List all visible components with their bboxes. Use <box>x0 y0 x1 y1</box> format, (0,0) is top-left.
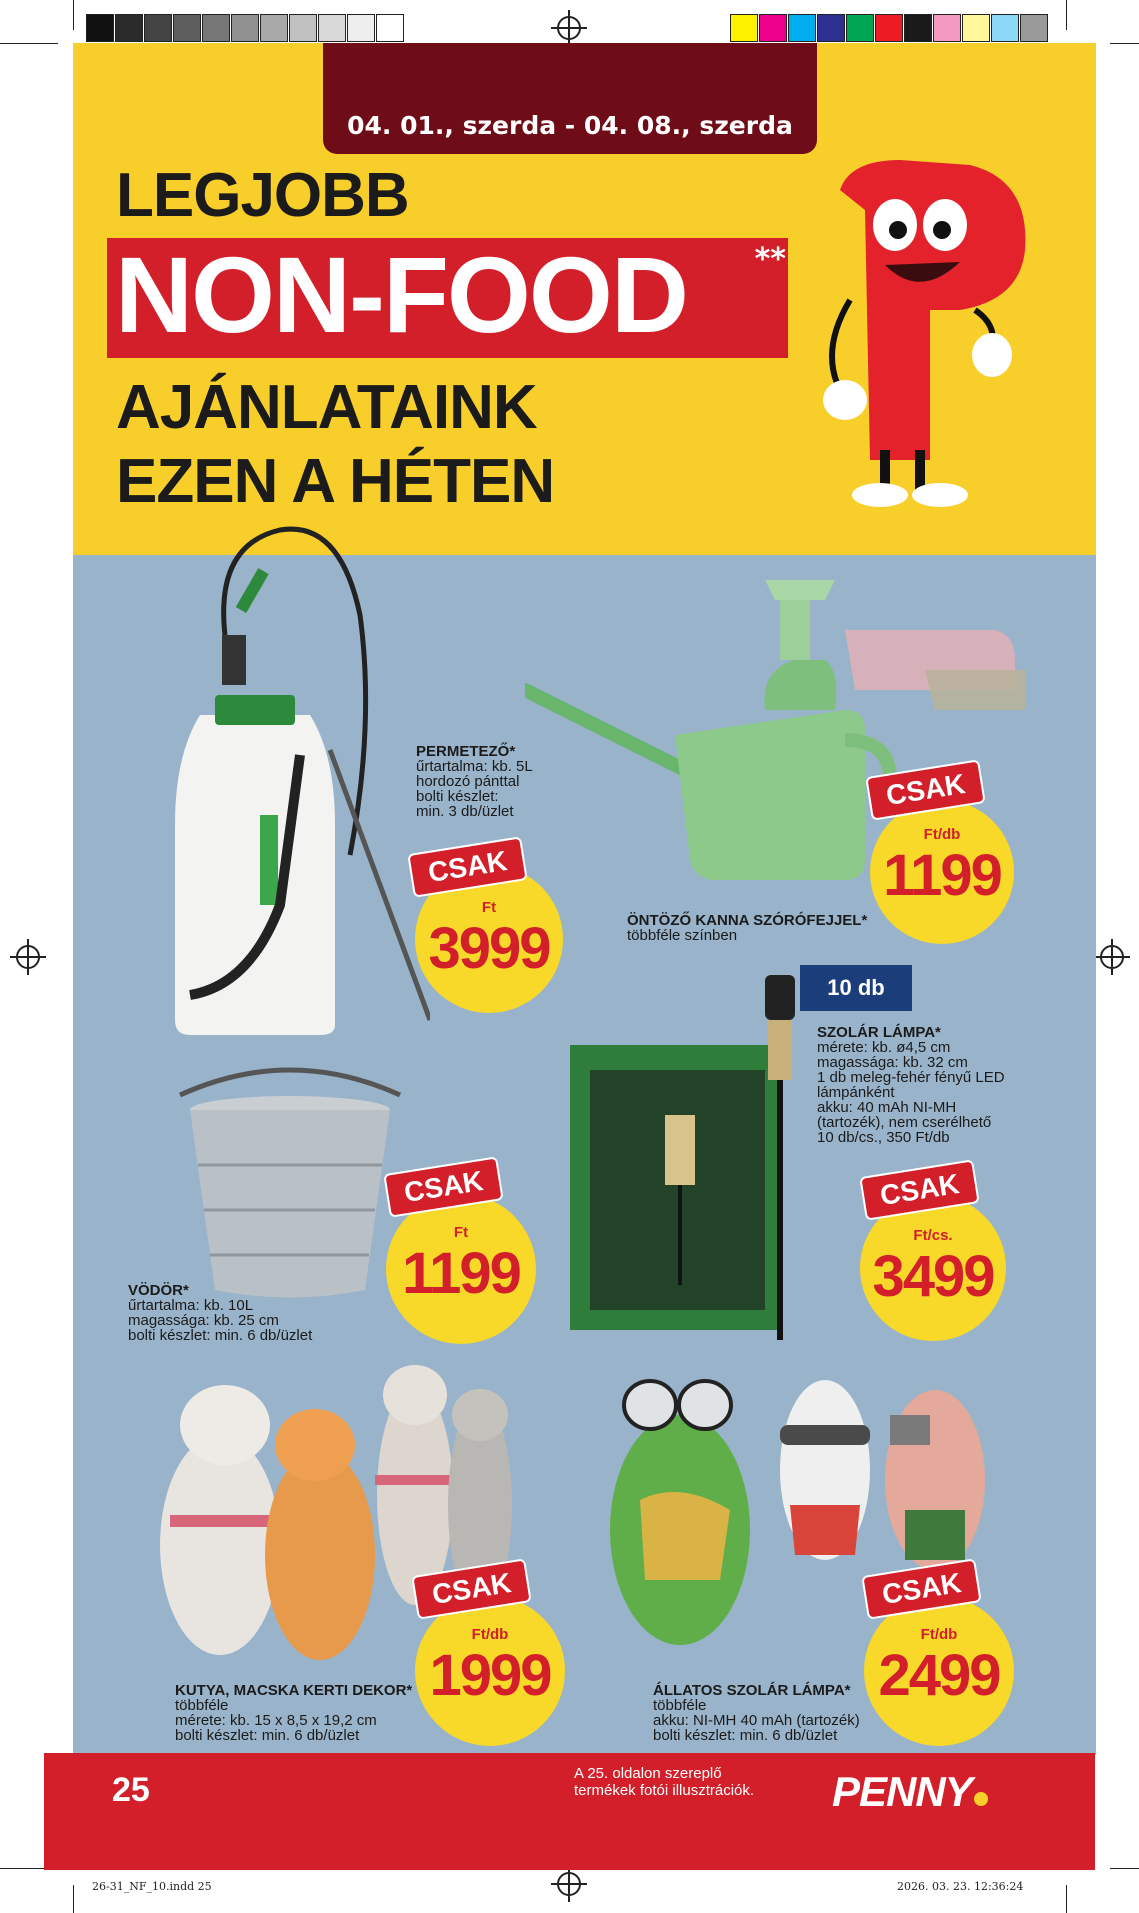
solar-lamp-line: (tartozék), nem cserélhető <box>817 1114 992 1131</box>
headline-ezen-a-heten: EZEN A HÉTEN <box>116 447 555 516</box>
garden-decor-line: mérete: kb. 15 x 8,5 x 19,2 cm <box>175 1712 377 1729</box>
solar-lamp-pack-image <box>570 965 810 1345</box>
footer-disclaimer: A 25. oldalon szereplő termékek fotói illusztrációk. <box>574 1765 755 1799</box>
registration-mark-icon <box>557 16 581 40</box>
bucket-description <box>128 1283 312 1343</box>
bucket-line: űrtartalma: kb. 10L <box>128 1297 254 1314</box>
trim-mark <box>73 0 74 30</box>
animal-solar-lamp-line: többféle <box>653 1697 707 1714</box>
date-range: 04. 01., szerda - 04. 08., szerda <box>347 111 793 140</box>
headline-legjobb: LEGJOBB <box>116 161 409 230</box>
metal-bucket-image <box>170 1065 410 1305</box>
trim-mark <box>1066 1885 1067 1913</box>
watering-can-price-badge <box>870 800 1014 944</box>
date-range-tab <box>323 43 817 154</box>
garden-decor-title: KUTYA, MACSKA KERTI DEKOR* <box>175 1682 413 1699</box>
penny-logo <box>832 1768 988 1816</box>
trim-mark <box>1110 43 1139 44</box>
registration-mark-icon <box>1100 945 1124 969</box>
price-value: 1199 <box>402 1241 520 1306</box>
pressure-sprayer-image <box>160 525 430 1045</box>
garden-decor-line: többféle <box>175 1697 229 1714</box>
registration-mark-icon <box>16 945 40 969</box>
page-number: 25 <box>112 1771 150 1809</box>
csak-badge: CSAK <box>407 836 528 898</box>
bucket-title: VÖDÖR* <box>128 1282 189 1299</box>
price-value: 1199 <box>883 843 1001 908</box>
price-unit: Ft/cs. <box>913 1227 953 1244</box>
print-slug-file: 26-31_NF_10.indd 25 <box>92 1880 212 1893</box>
print-slug-date: 2026. 03. 23. 12:36:24 <box>897 1880 1024 1893</box>
bucket-line: bolti készlet: min. 6 db/üzlet <box>128 1327 313 1344</box>
trim-mark <box>0 43 58 44</box>
trim-mark <box>73 1885 74 1913</box>
price-unit: Ft/db <box>920 1626 958 1643</box>
price-unit: Ft <box>481 899 497 916</box>
headline-ajanlataink: AJÁNLATAINK <box>116 373 537 442</box>
animal-solar-lamp-description <box>653 1683 860 1743</box>
logo-dot-icon <box>974 1792 988 1806</box>
price-unit: Ft/db <box>923 826 961 843</box>
solar-lamp-line: 1 db meleg-fehér fényű LED <box>817 1069 1005 1086</box>
csak-badge: CSAK <box>383 1156 504 1218</box>
sprayer-title: PERMETEZŐ* <box>416 743 516 760</box>
animal-solar-lamp-title: ÁLLATOS SZOLÁR LÁMPA* <box>653 1682 851 1699</box>
sprayer-line: űrtartalma: kb. 5L <box>416 758 533 775</box>
bucket-line: magassága: kb. 25 cm <box>128 1312 279 1329</box>
pack-count-badge: 10 db <box>800 965 912 1011</box>
solar-lamp-description <box>817 1025 1005 1145</box>
trim-mark <box>1066 0 1067 30</box>
csak-badge: CSAK <box>859 1159 980 1221</box>
non-food-box <box>107 234 788 358</box>
watering-can-title: ÖNTÖZŐ KANNA SZÓRÓFEJJEL* <box>627 912 868 929</box>
headline-non-food: NON-FOOD <box>115 234 687 355</box>
solar-lamp-line: lámpánként <box>817 1084 895 1101</box>
headline-asterisks: ** <box>754 242 786 277</box>
sprayer-description <box>416 744 533 819</box>
solar-lamp-line: magassága: kb. 32 cm <box>817 1054 968 1071</box>
penny-logo-text: PENNY <box>832 1768 972 1815</box>
animal-solar-lamp-line: bolti készlet: min. 6 db/üzlet <box>653 1727 838 1744</box>
penny-mascot-illustration <box>780 150 1040 510</box>
watering-can-line: többféle színben <box>627 927 738 944</box>
garden-decor-price-badge <box>415 1596 565 1746</box>
animal-solar-lamp-price-badge <box>864 1596 1014 1746</box>
bucket-price-badge <box>386 1194 536 1344</box>
price-value: 1999 <box>429 1643 551 1708</box>
price-unit: Ft/db <box>471 1626 509 1643</box>
sprayer-line: min. 3 db/üzlet <box>416 803 514 820</box>
animal-solar-lamp-line: akku: NI-MH 40 mAh (tartozék) <box>653 1712 860 1729</box>
solar-lamp-line: 10 db/cs., 350 Ft/db <box>817 1129 950 1146</box>
watering-can-description <box>627 913 867 943</box>
price-value: 3999 <box>428 916 550 981</box>
csak-badge: CSAK <box>861 1558 982 1620</box>
price-value: 3499 <box>872 1244 994 1309</box>
solar-lamp-line: mérete: kb. ø4,5 cm <box>817 1039 951 1056</box>
solar-lamp-line: akku: 40 mAh NI-MH <box>817 1099 957 1116</box>
csak-badge: CSAK <box>865 759 986 821</box>
trim-mark <box>1110 1868 1139 1869</box>
price-value: 2499 <box>878 1643 1000 1708</box>
price-unit: Ft <box>453 1224 469 1241</box>
garden-decor-line: bolti készlet: min. 6 db/üzlet <box>175 1727 360 1744</box>
csak-badge: CSAK <box>411 1558 532 1620</box>
sprayer-line: bolti készlet: <box>416 788 499 805</box>
garden-decor-description <box>175 1683 412 1743</box>
sprayer-line: hordozó pánttal <box>416 773 520 790</box>
registration-mark-icon <box>557 1872 581 1896</box>
solar-lamp-title: SZOLÁR LÁMPA* <box>817 1024 941 1041</box>
